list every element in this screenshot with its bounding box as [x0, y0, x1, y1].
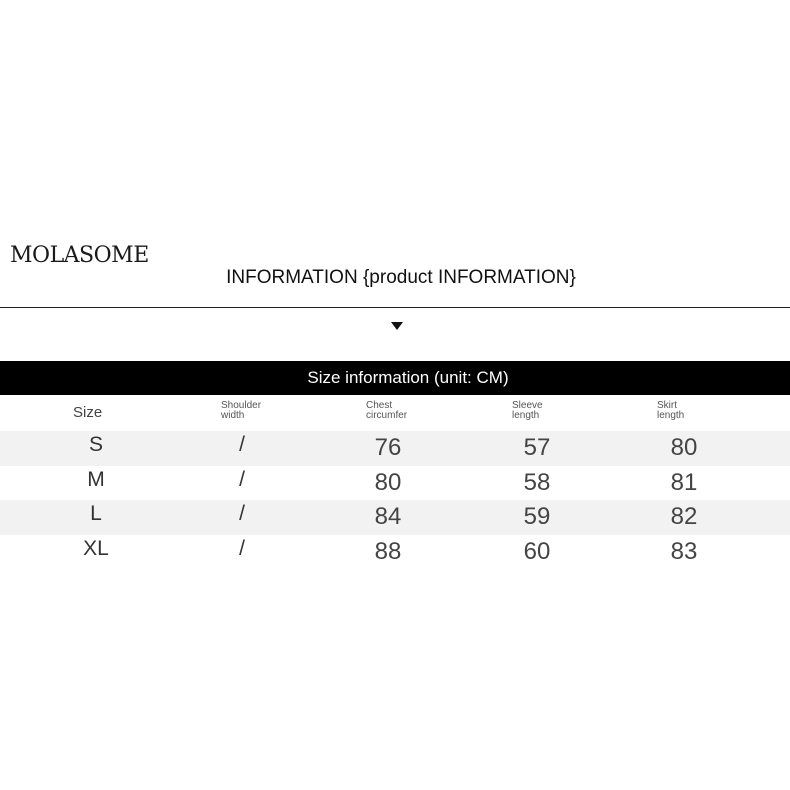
cell-shoulder: /	[239, 502, 245, 525]
header-chest	[366, 401, 407, 421]
header-sleeve-line1: Sleeve	[512, 400, 543, 411]
header-chest-line1: Chest	[366, 400, 393, 411]
header-skirt	[657, 401, 684, 421]
cell-sleeve: 60	[523, 537, 551, 565]
table-row	[0, 500, 790, 535]
header-skirt-line2: length	[657, 410, 685, 421]
info-title: INFORMATION {product INFORMATION}	[226, 267, 576, 288]
header-sleeve	[512, 401, 543, 421]
cell-skirt: 82	[670, 503, 698, 530]
header-skirt-line1: Skirt	[657, 400, 677, 411]
table-row	[0, 431, 790, 466]
cell-size: XL	[83, 536, 109, 560]
header-shoulder-line1: Shoulder	[221, 400, 262, 411]
size-banner-label: Size information (unit: CM)	[307, 368, 509, 387]
cell-size: L	[90, 502, 102, 525]
table-row	[0, 535, 790, 570]
header-shoulder	[221, 401, 261, 421]
cell-size: M	[87, 467, 105, 491]
cell-size: S	[88, 433, 104, 456]
cell-chest: 80	[374, 468, 402, 496]
header-chest-line2: circumfer	[366, 410, 408, 421]
cell-chest: 88	[374, 537, 402, 565]
size-banner	[0, 361, 790, 395]
header-size: Size	[73, 404, 103, 421]
cell-sleeve: 57	[523, 434, 551, 461]
cell-chest: 76	[374, 434, 402, 461]
cell-skirt: 80	[670, 434, 698, 461]
brand-logo: MOLASOME	[10, 243, 149, 268]
header-shoulder-line2: width	[221, 410, 245, 421]
header-sleeve-line2: length	[512, 410, 540, 421]
cell-skirt: 81	[670, 468, 698, 496]
divider	[0, 307, 790, 308]
down-arrow-icon	[391, 322, 403, 330]
cell-sleeve: 58	[523, 468, 551, 496]
size-table	[0, 396, 790, 569]
cell-shoulder: /	[239, 433, 245, 456]
table-row	[0, 466, 790, 501]
cell-shoulder: /	[239, 467, 245, 491]
cell-shoulder: /	[239, 536, 245, 560]
cell-chest: 84	[374, 503, 402, 530]
cell-sleeve: 59	[523, 503, 551, 530]
table-header-row	[0, 396, 790, 431]
cell-skirt: 83	[670, 537, 698, 565]
